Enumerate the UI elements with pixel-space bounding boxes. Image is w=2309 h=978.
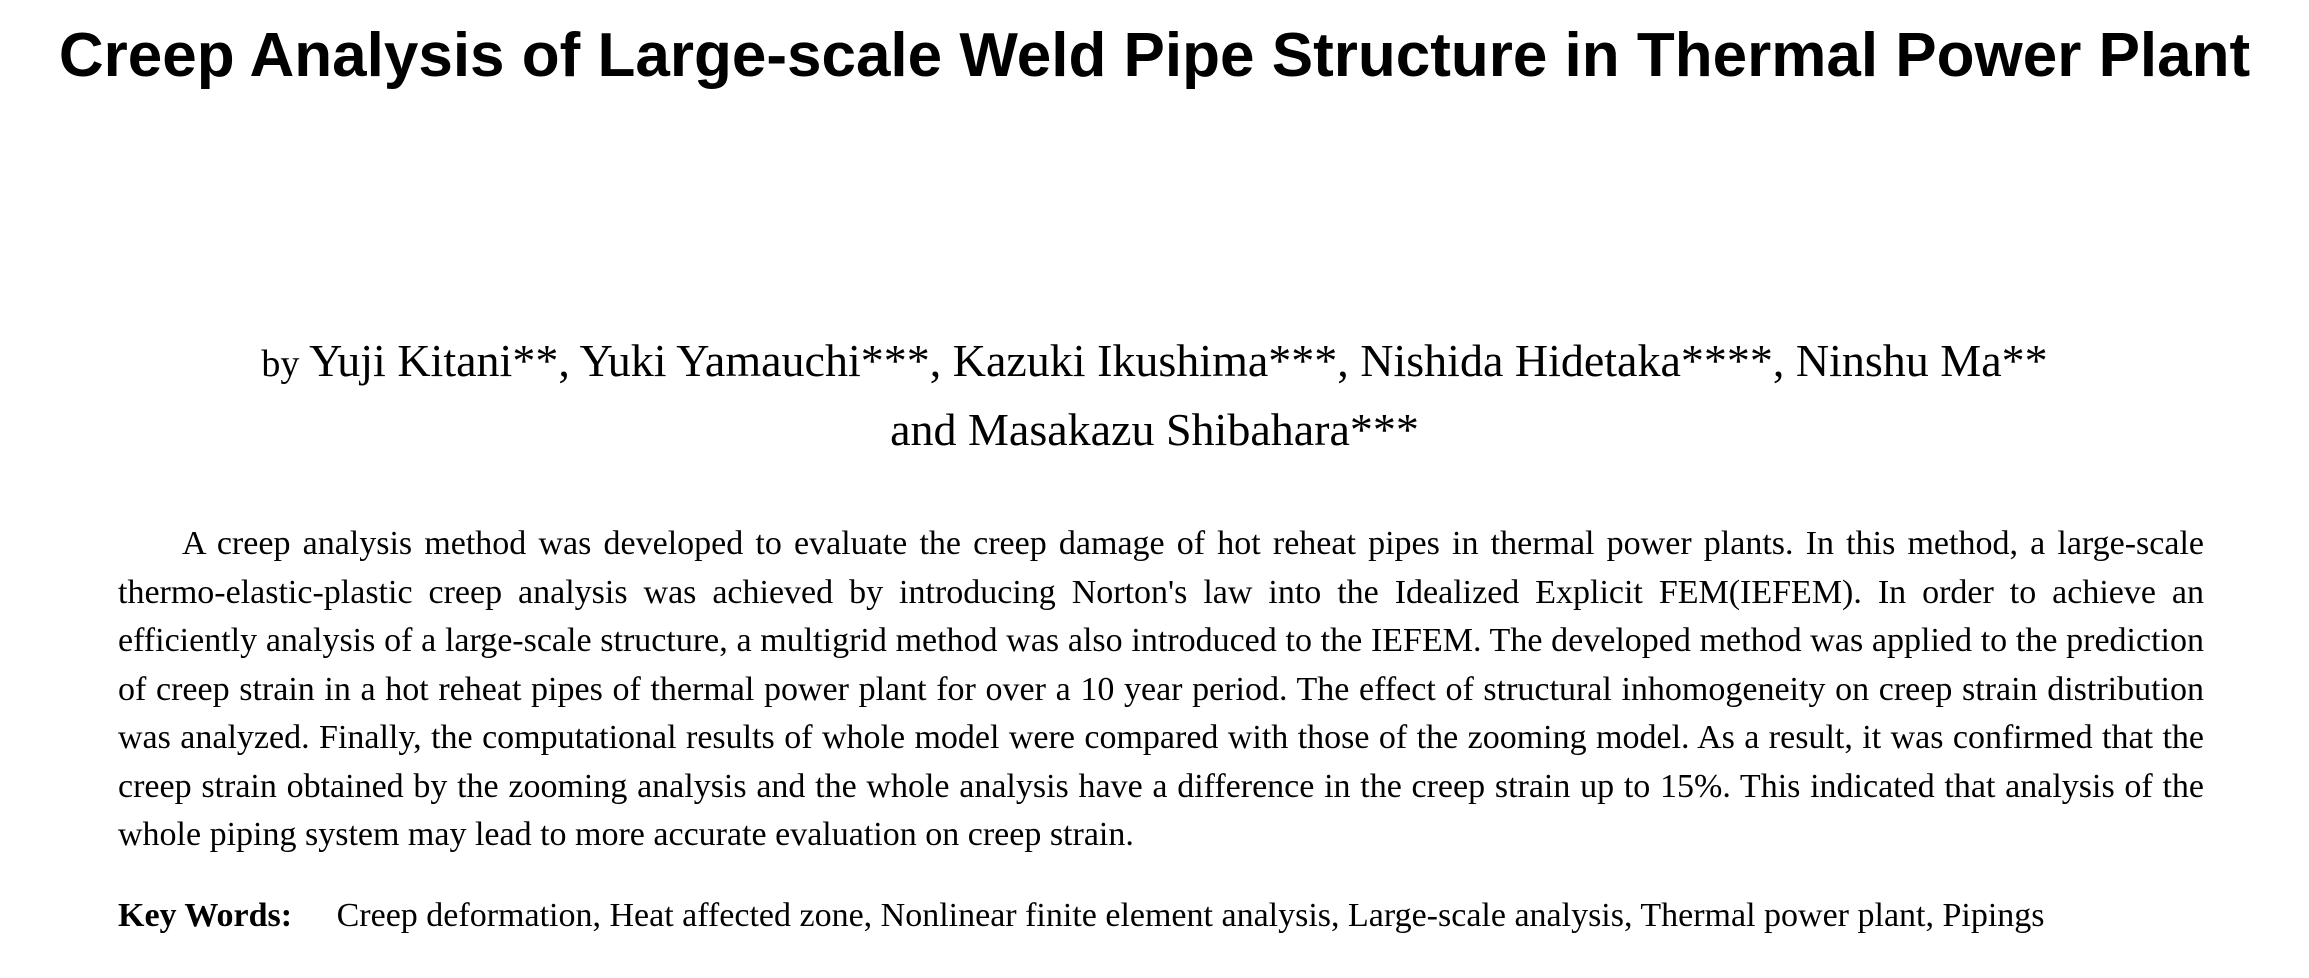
keywords-block [118,892,2204,940]
author-line-2: and Masakazu Shibahara*** [890,404,1419,455]
paper-title: Creep Analysis of Large-scale Weld Pipe Structure in Thermal Power Plant [58,21,2251,90]
keywords-list: Creep deformation, Heat affected zone, Nonlinear finite element analysis, Large-scale analysis, Thermal power plant, Pipings [336,897,2045,934]
keywords-label: Key Words: [118,897,293,934]
author-names-1: Yuji Kitani**, Yuki Yamauchi***, Kazuki Ikushima***, Nishida Hidetaka****, Ninshu Ma** [309,335,2048,386]
abstract-text: A creep analysis method was developed to evaluate the creep damage of hot reheat pipes in thermal power plants. In this method, a large-scale thermo-elastic-plastic creep analysis was achieved by introducing Norton's law into the Idealized Explicit FEM(IEFEM). In order to achieve an efficiently analysis of a large-scale structure, a multigrid method was also introduced to the IEFEM. The developed method was applied to the prediction of creep strain in a hot reheat pipes of thermal power plant for over a 10 year period. The effect of structural inhomogeneity on creep strain distribution was analyzed. Finally, the computational results of whole model were compared with those of the zooming model. As a result, it was confirmed that the creep strain obtained by the zooming analysis and the whole analysis have a difference in the creep strain up to 15%. This indicated that analysis of the whole piping system may lead to more accurate evaluation on creep strain. [118,525,2204,853]
authors-prefix: by [261,343,300,385]
author-line-1 [0,328,2309,397]
author-block [0,328,2309,463]
